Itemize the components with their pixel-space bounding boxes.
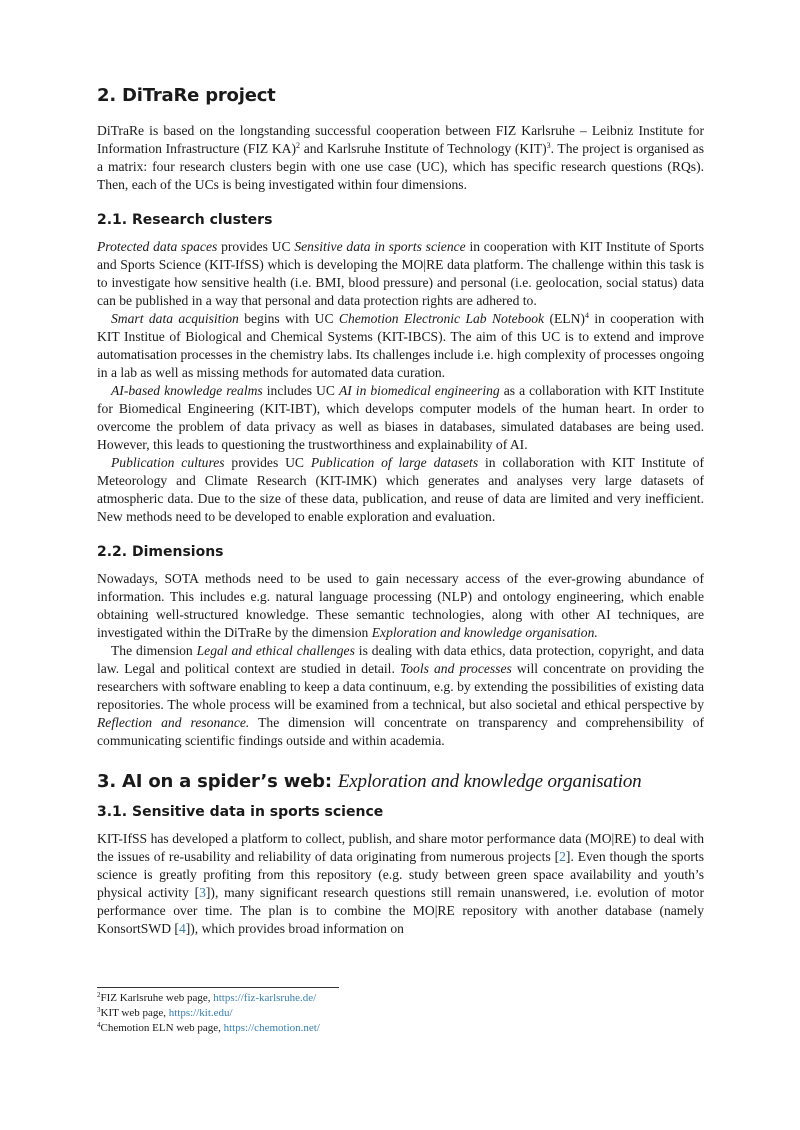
footnote-2: $^2$FIZ Karlsruhe web page, https://fiz-karlsruhe.de/ xyxy=(97,991,317,1004)
footnote-link-kit[interactable]: https://kit.edu/ xyxy=(168,1007,233,1019)
citation-link[interactable]: 3 xyxy=(199,885,206,900)
paragraph-smart-data-acquisition: Smart data acquisition begins with UC Chemotion Electronic Lab Notebook (ELN)$^4$ in cooperation with KIT Institue of Biological and Chemical Systems (KIT-IBCS). The aim of this UC is to extend and improve automatisation processes in the chemistry labs. Its challenges include i.e. high complexity of processes ongoing in a lab as well as missing methods for automated data curation. xyxy=(97,311,704,380)
page-body xyxy=(97,84,704,938)
footnote-3: $^3$KIT web page, https://kit.edu/ xyxy=(97,1006,233,1019)
paragraph-ai-knowledge-realms: AI-based knowledge realms includes UC AI in biomedical engineering as a collaboration with KIT Institute for Biomedical Engineering (KIT-IBT), which develops computer models of the human heart. In order to overcome the problem of data privacy as well as biases in databases, simulated databases are being used. However, this leads to questioning the trustworthiness and explainability of AI. xyxy=(97,383,704,452)
footnote-4: $^4$Chemotion ELN web page, https://chemotion.net/ xyxy=(97,1021,320,1034)
italic-term: Chemotion Electronic Lab Notebook xyxy=(338,311,545,326)
italic-term: Sensitive data in sports science xyxy=(294,239,466,254)
footnote-link-fiz[interactable]: https://fiz-karlsruhe.de/ xyxy=(213,992,317,1004)
subsection-3-1-heading: 3.1. Sensitive data in sports science xyxy=(97,804,384,820)
paragraph-dimensions-detail: The dimension Legal and ethical challenges is dealing with data ethics, data protection, copyright, and data law. Legal and political context are studied in detail. Tools and processes will concentrate on providing the researchers with software enabling to keep a data continuum, e.g. by extending the possibilities of existing data repositories. The whole process will be examined from a technical, but also societal and ethical perspective by Reflection and resonance. The dimension will concentrate on transparency and comprehensibility of communicating scientific findings outside and within academia. xyxy=(97,643,704,748)
section-3-title-italic: Exploration and knowledge organisation xyxy=(337,771,642,792)
italic-term: Publication cultures xyxy=(111,455,225,470)
footnote-rule xyxy=(97,987,339,988)
subsection-2-1-heading: 2.1. Research clusters xyxy=(97,212,273,228)
section-3-title-plain: 3. AI on a spider’s web: xyxy=(97,771,338,792)
italic-term: Legal and ethical challenges xyxy=(196,643,355,658)
footnotes xyxy=(97,987,704,1036)
footnote-mark[interactable]: 3 xyxy=(546,141,551,150)
paragraph-publication-cultures: Publication cultures provides UC Publication of large datasets in collaboration with KIT Institute of Meteorology and Climate Research (KIT-IMK) which generates and analyses very large datasets of atmospheric data. Due to the size of these data, publication, and reuse of data are limited and very inefficient. New methods need to be developed to enable exploration and evaluation. xyxy=(97,455,704,524)
paragraph-dimensions-intro: Nowadays, SOTA methods need to be used to gain necessary access of the ever-growing abundance of information. This includes e.g. natural language processing (NLP) and ontology engineering, which enable obtaining well-structured knowledge. These semantic technologies, along with other AI techniques, are investigated within the DiTraRe by the dimension Exploration and knowledge organisation. xyxy=(97,571,704,640)
italic-term: AI in biomedical engineering xyxy=(338,383,500,398)
italic-term: Reflection and resonance. xyxy=(97,715,250,730)
italic-term: Tools and processes xyxy=(399,661,512,676)
footnote-mark[interactable]: 4 xyxy=(584,311,589,320)
footnote-link-chemotion[interactable]: https://chemotion.net/ xyxy=(223,1022,320,1034)
italic-term: Exploration and knowledge organisation. xyxy=(371,625,598,640)
italic-term: Smart data acquisition xyxy=(111,311,239,326)
italic-term: AI-based knowledge realms xyxy=(111,383,263,398)
italic-term: Publication of large datasets xyxy=(310,455,479,470)
citation-link[interactable]: 4 xyxy=(178,921,186,936)
citation-link[interactable]: 2 xyxy=(559,849,566,864)
section-2-intro: DiTraRe is based on the longstanding successful cooperation between FIZ Karlsruhe – Leibniz Institute for Information Infrastructure (FIZ KA)$^2$ and Karlsruhe Institute of Technology (KIT)$^3$. The project is organised as a matrix: four research clusters begin with one use case (UC), which has specific research questions (RQs). Then, each of the UCs is being investigated within four dimensions. xyxy=(97,123,705,192)
paragraph-protected-data-spaces: Protected data spaces provides UC Sensitive data in sports science in cooperation with KIT Institute of Sports and Sports Science (KIT-IfSS) which is developing the MO|RE data platform. The challenge within this task is to investigate how sensitive health (i.e. BMI, blood pressure) and personal (i.e. geolocation, social status) data can be published in a way that personal and data protection rights are adhered to. xyxy=(97,239,704,308)
italic-term: Protected data spaces xyxy=(97,239,218,254)
section-3-heading xyxy=(97,770,704,794)
paragraph-sports-science: KIT-IfSS has developed a platform to collect, publish, and share motor performance data (MO|RE) to deal with the issues of re-usability and reliability of data originating from numerous projects [2]. Even though the sports science is greatly profiting from this repository (e.g. study between green space availability and youth’s physical activity [3]), many significant research questions still remain unanswered, i.e. evolution of motor performance over time. The plan is to combine the MO|RE repository with another database (namely KonsortSWD [4]), which provides broad information on xyxy=(97,831,704,936)
footnote-mark[interactable]: 2 xyxy=(296,141,301,150)
section-2-heading: 2. DiTraRe project xyxy=(97,85,276,106)
subsection-2-2-heading: 2.2. Dimensions xyxy=(97,544,224,560)
